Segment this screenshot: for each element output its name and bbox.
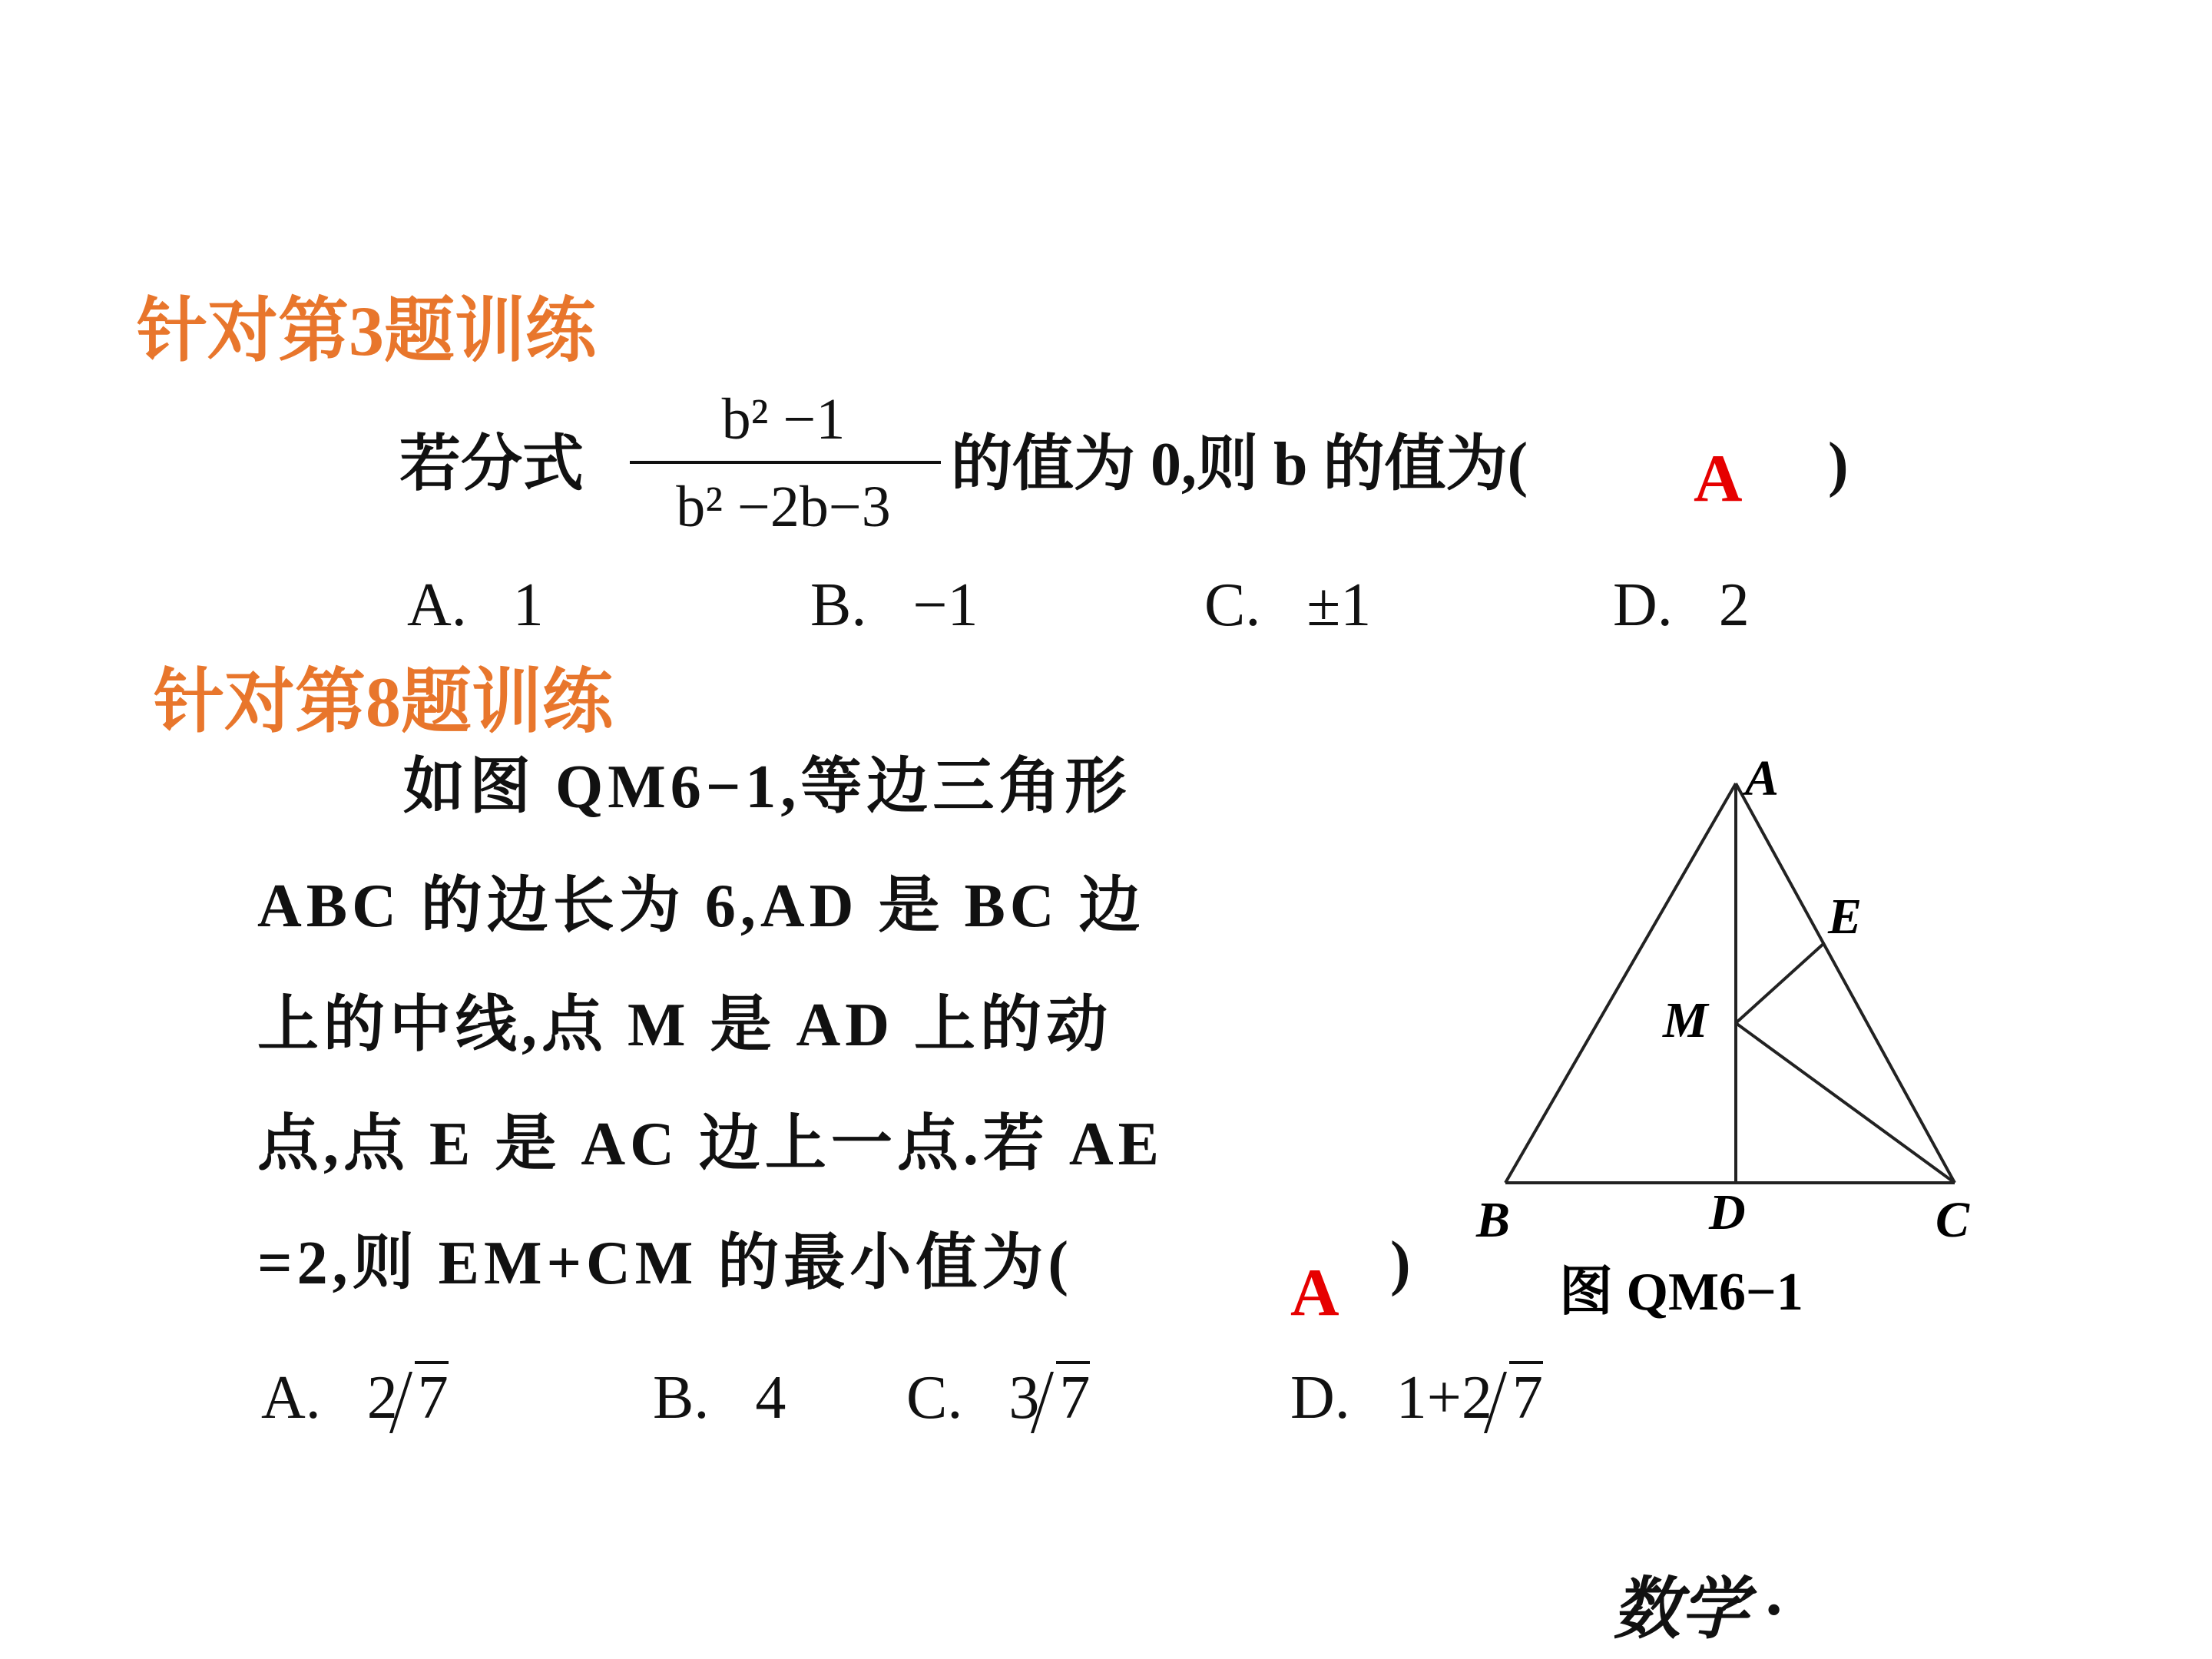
sqrt-sign <box>398 1364 449 1432</box>
option-value: ±1 <box>1306 571 1372 639</box>
option-coef: 3 <box>1008 1364 1040 1432</box>
section2-line-5: =2,则 EM+CM 的最小值为( <box>257 1230 1073 1297</box>
label-m: M <box>1663 992 1708 1048</box>
option-label: B. <box>810 571 867 639</box>
section2-option-d <box>1290 1364 1543 1432</box>
fraction-denominator: b² −2b−3 <box>676 475 891 539</box>
option-coef: 2 <box>366 1364 398 1432</box>
section2-line-3: 上的中线,点 M 是 AD 上的动 <box>257 992 1113 1059</box>
section1-question-suffix: 的值为 0,则 b 的值为( <box>951 431 1528 498</box>
figure-caption: 图 QM6−1 <box>1559 1263 1803 1322</box>
fraction-numerator: b² −1 <box>721 387 846 452</box>
option-label: C. <box>1204 571 1261 639</box>
section1-option-b <box>810 571 979 639</box>
fraction-bar <box>630 461 941 464</box>
section2-line-2: ABC 的边长为 6,AD 是 BC 边 <box>257 873 1145 940</box>
option-radicand: 7 <box>1509 1361 1543 1432</box>
option-value: 1 <box>512 571 544 639</box>
option-label: D. <box>1290 1364 1350 1432</box>
side-ab <box>1505 783 1736 1183</box>
option-coef: 1+2 <box>1396 1364 1492 1432</box>
segment-me <box>1736 943 1824 1023</box>
section2-option-a <box>261 1364 449 1432</box>
option-label: A. <box>261 1364 321 1432</box>
label-c: C <box>1936 1192 1970 1248</box>
option-radicand: 7 <box>1056 1361 1090 1432</box>
section1-question-close: ) <box>1828 431 1849 498</box>
option-radicand: 7 <box>415 1361 449 1432</box>
section2-heading: 针对第8题训练 <box>154 663 614 741</box>
side-ac <box>1736 783 1955 1183</box>
triangle-figure <box>1444 737 2043 1352</box>
segment-mc <box>1736 1023 1955 1183</box>
section1-option-c <box>1204 571 1372 639</box>
label-e: E <box>1828 889 1863 945</box>
section1-question-prefix: 若分式 <box>399 431 584 498</box>
section1-option-d <box>1613 571 1750 639</box>
section1-answer: A <box>1694 442 1743 516</box>
section2-line-1: 如图 QM6−1,等边三角形 <box>403 753 1131 821</box>
section1-heading: 针对第3题训练 <box>137 292 597 370</box>
sqrt-sign <box>1039 1364 1091 1432</box>
option-label: B. <box>653 1364 710 1432</box>
section2-line-4: 点,点 E 是 AC 边上一点.若 AE <box>257 1111 1164 1178</box>
option-value: 2 <box>1718 571 1750 639</box>
footer-subject: 数学 · <box>1613 1573 1783 1647</box>
option-label: C. <box>906 1364 963 1432</box>
section2-question-close: ) <box>1390 1230 1416 1297</box>
section2-option-b <box>653 1364 786 1432</box>
sqrt-sign <box>1492 1364 1543 1432</box>
label-a: A <box>1745 750 1780 806</box>
label-d: D <box>1709 1184 1746 1240</box>
label-b: B <box>1476 1192 1511 1248</box>
option-label: D. <box>1613 571 1673 639</box>
option-value: −1 <box>912 571 979 639</box>
section1-option-a <box>407 571 544 639</box>
section2-answer: A <box>1290 1256 1339 1330</box>
section2-option-c <box>906 1364 1091 1432</box>
option-value: 4 <box>755 1364 786 1432</box>
option-label: A. <box>407 571 467 639</box>
